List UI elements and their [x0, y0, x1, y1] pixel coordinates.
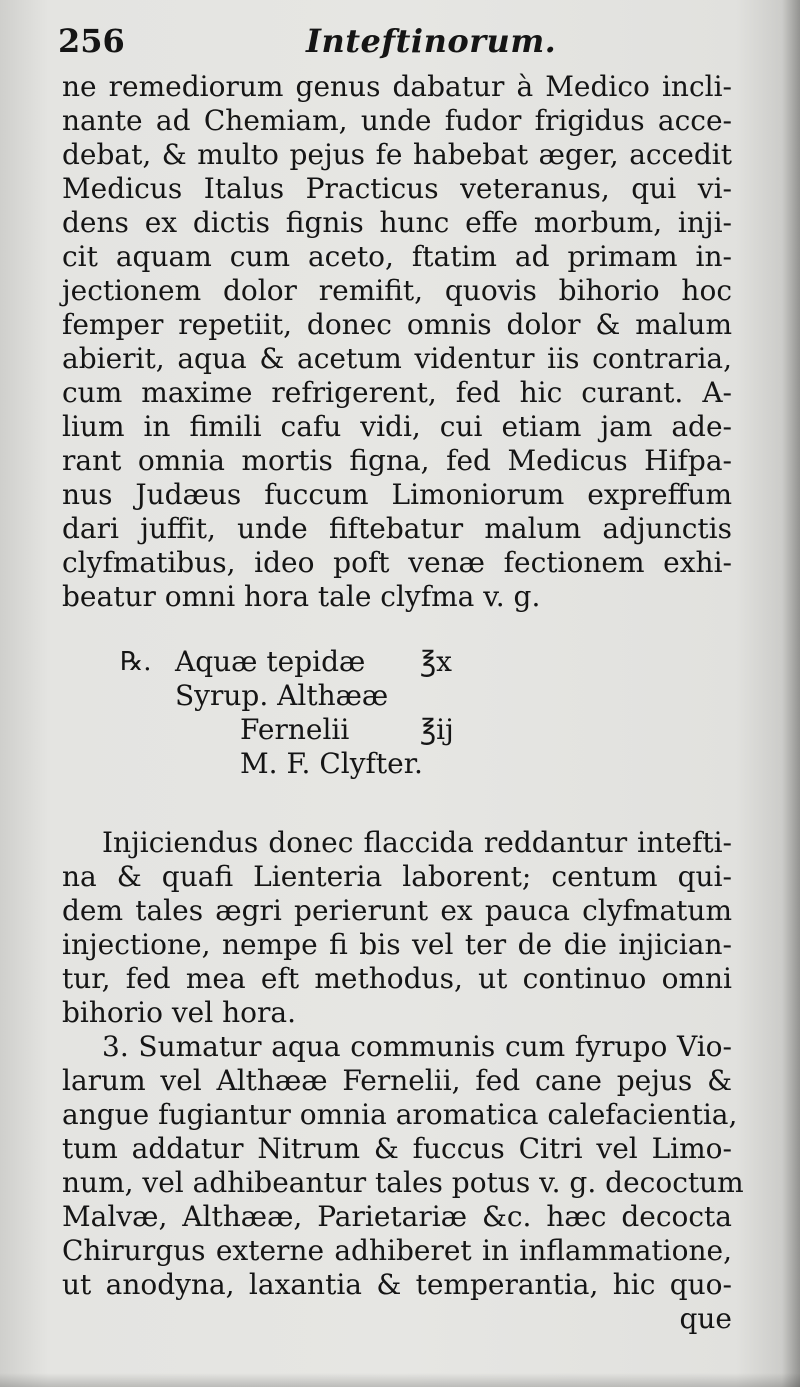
text-line: injectione, nempe fi bis vel ter de die injician- — [62, 928, 732, 961]
text-line: beatur omni hora tale clyfma v. g. — [62, 580, 541, 613]
prescription-instruction: M. F. Clyfter. — [240, 747, 423, 780]
prescription-line — [120, 645, 520, 679]
text-line: femper repetiit, donec omnis dolor & malum — [62, 308, 732, 341]
prescription-line — [120, 679, 520, 713]
text-line: ut anodyna, laxantia & temperantia, hic quo- — [62, 1268, 732, 1301]
text-line: debat, & multo pejus fe habebat æger, accedit — [62, 138, 732, 171]
recipe-symbol: ℞. — [120, 647, 152, 677]
text-line: lium in fimili cafu vidi, cui etiam jam ade- — [62, 410, 732, 443]
text-line: dens ex dictis fignis hunc effe morbum, inji- — [62, 206, 732, 239]
text-line: clyfmatibus, ideo poft venæ fectionem exhi- — [62, 546, 732, 579]
prescription-line — [120, 747, 520, 781]
text-line: 3. Sumatur aqua communis cum fyrupo Vio- — [102, 1030, 732, 1063]
page-edge-shadow — [782, 0, 800, 1387]
text-line: nante ad Chemiam, unde fudor frigidus acce- — [62, 104, 732, 137]
text-line: abierit, aqua & acetum videntur iis contraria, — [62, 342, 732, 375]
text-line: na & quafi Lienteria laborent; centum qui- — [62, 860, 732, 893]
prescription-ingredient: Aquæ tepidæ — [175, 645, 366, 678]
paragraph-2 — [62, 826, 732, 1030]
prescription-quantity: ℥ij — [420, 713, 454, 746]
text-line: cum maxime refrigerent, fed hic curant. A- — [62, 376, 732, 409]
prescription-ingredient: Syrup. Althææ — [175, 679, 389, 712]
text-line: rant omnia mortis figna, fed Medicus Hifpa- — [62, 444, 732, 477]
running-head: Inteftinorum. — [306, 22, 557, 60]
text-line: angue fugiantur omnia aromatica calefacientia, — [62, 1098, 738, 1131]
paragraph-1 — [62, 70, 732, 614]
text-line: Injiciendus donec flaccida reddantur intefti- — [102, 826, 732, 859]
text-line: jectionem dolor remifit, quovis bihorio hoc — [62, 274, 732, 307]
text-line: dari juffit, unde fiftebatur malum adjunctis — [62, 512, 732, 545]
text-line: ne remediorum genus dabatur à Medico incli- — [62, 70, 732, 103]
text-line: Chirurgus externe adhiberet in inflammatione, — [62, 1234, 732, 1267]
prescription-line — [120, 713, 520, 747]
catchword: que — [679, 1302, 732, 1335]
text-line: Malvæ, Althææ, Parietariæ &c. hæc decocta — [62, 1200, 732, 1233]
paragraph-3 — [62, 1030, 744, 1336]
text-line: bihorio vel hora. — [62, 996, 296, 1029]
page-number: 256 — [58, 22, 125, 60]
prescription-quantity: ℥x — [420, 645, 452, 678]
prescription — [120, 645, 520, 781]
text-line: tur, fed mea eft methodus, ut continuo omni — [62, 962, 732, 995]
page-bottom-shadow — [0, 1373, 800, 1387]
text-line: tum addatur Nitrum & fuccus Citri vel Limo- — [62, 1132, 732, 1165]
text-line: nus Judæus fuccum Limoniorum expreffum — [62, 478, 732, 511]
text-line: Medicus Italus Practicus veteranus, qui vi- — [62, 172, 732, 205]
text-line: dem tales ægri perierunt ex pauca clyfmatum — [62, 894, 732, 927]
page-header — [58, 22, 730, 66]
text-line: larum vel Althææ Fernelii, fed cane pejus & — [62, 1064, 732, 1097]
text-line: num, vel adhibeantur tales potus v. g. decoctum — [62, 1166, 744, 1199]
prescription-ingredient: Fernelii — [240, 713, 350, 746]
text-line: cit aquam cum aceto, ftatim ad primam in- — [62, 240, 732, 273]
